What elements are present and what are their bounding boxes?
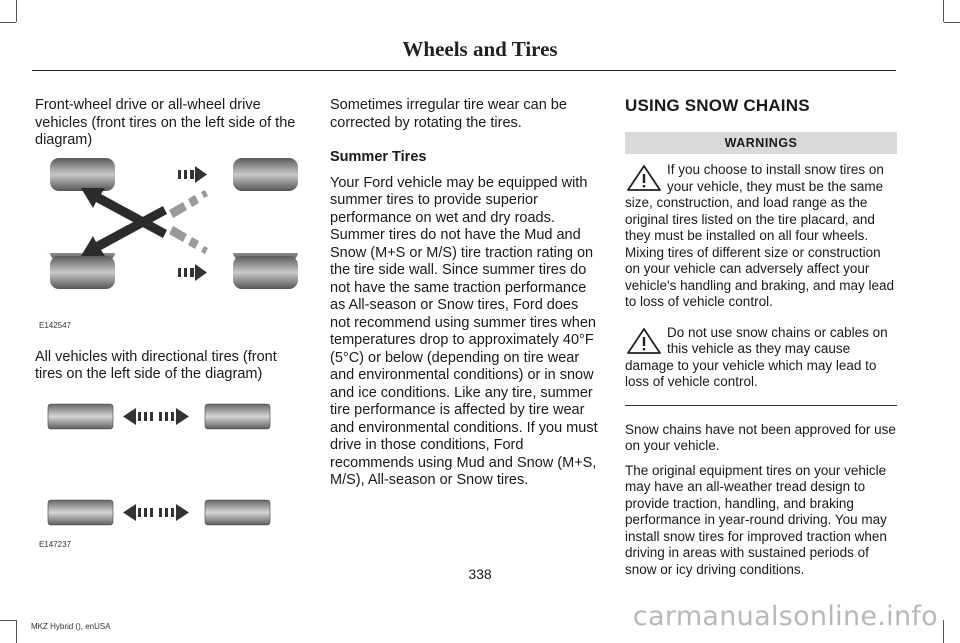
summer-tires-heading: Summer Tires	[330, 149, 427, 165]
warnings-divider	[625, 405, 897, 406]
warning-triangle-icon	[625, 327, 663, 355]
front-right-tire	[48, 500, 113, 525]
arrow-right-icon	[178, 264, 207, 281]
snow-chains-paragraph: Snow chains have not been approved for use on your vehicle.	[625, 421, 896, 453]
rear-right-tire	[205, 500, 270, 525]
front-right-tire	[50, 256, 115, 289]
rear-left-tire	[205, 404, 270, 429]
rear-right-tire	[233, 256, 298, 289]
arrow-right-icon	[178, 166, 207, 183]
double-arrow-icon	[123, 504, 189, 521]
tire-rotation-fwd-diagram	[35, 158, 301, 333]
snow-tires-paragraph: The original equipment tires on your vehicle may have an all-weather tread design to provide traction, handling, and braking performance in year-round driving. You may install snow tires for improved traction when driving in areas with sustained periods of snow or icy driving conditions.	[625, 462, 887, 577]
left-column	[35, 97, 300, 572]
right-column	[625, 97, 897, 578]
crop-mark	[0, 620, 16, 621]
warnings-banner: WARNINGS	[625, 132, 897, 155]
crop-mark	[16, 0, 17, 22]
summer-tires-paragraph: Your Ford vehicle may be equipped with summer tires to provide superior performance on wet and dry roads. Summer tires do not have the Mud and Snow (M+S or M/S) tire traction rating on the tire side wall. Since summer tires do not have the same traction performance as All-season or Snow tires, Ford does not recommend using summer tires when temperatures drop to approximately 40°F (5°C) or below (depending on tire wear and environmental conditions) or in snow and ice conditions. Like any tire, summer tire performance is affected by tire wear and environmental conditions. If you must drive in those conditions, Ford recommends using Mud and Snow (M+S, M/S), All-season or Snow tires.	[330, 174, 598, 488]
page-number: 338	[468, 566, 492, 582]
figure-code: E142547	[39, 320, 72, 330]
warning-text: Do not use snow chains or cables on this vehicle as they may cause damage to your vehicle which may lead to loss of vehicle control.	[625, 324, 888, 389]
warning-triangle-icon	[625, 164, 663, 192]
crop-mark	[944, 22, 960, 23]
fwd-awd-paragraph: Front-wheel drive or all-wheel drive vehicles (front tires on the left side of the diagram)	[35, 97, 296, 148]
tire-rotation-directional-diagram	[35, 402, 301, 572]
warning-text: If you choose to install snow tires on your vehicle, they must be the same size, construction, and load range as the original tires listed on the tire placard, and they must be installed on all four wheels. Mixing tires of different size or construction on your vehicle can adversely affect your vehicle's handling and braking, and may lead to loss of vehicle control.	[625, 162, 895, 309]
front-left-tire	[50, 158, 115, 191]
warning-snow-chains	[625, 325, 897, 391]
header-divider	[32, 70, 896, 71]
middle-column	[330, 97, 602, 490]
directional-tires-paragraph: All vehicles with directional tires (front tires on the left side of the diagram)	[35, 348, 277, 382]
section-title: USING SNOW CHAINS	[625, 96, 810, 115]
rotation-paragraph: Sometimes irregular tire wear can be corrected by rotating the tires.	[330, 97, 567, 131]
front-left-tire	[48, 404, 113, 429]
rotation-diagram-directional	[35, 402, 301, 572]
rear-left-tire	[233, 158, 298, 191]
double-arrow-icon	[123, 408, 189, 425]
page-title: Wheels and Tires	[402, 37, 558, 61]
crop-mark	[16, 620, 17, 643]
watermark: carmanualsonline.info	[632, 601, 938, 632]
figure-code: E147237	[39, 539, 72, 549]
rotation-diagram-fwd	[35, 158, 301, 333]
crop-mark	[943, 0, 944, 22]
warning-snow-tires	[625, 162, 897, 311]
crop-mark	[0, 22, 16, 23]
crop-mark	[943, 620, 944, 643]
document-id: MKZ Hybrid (), enUSA	[31, 622, 111, 631]
